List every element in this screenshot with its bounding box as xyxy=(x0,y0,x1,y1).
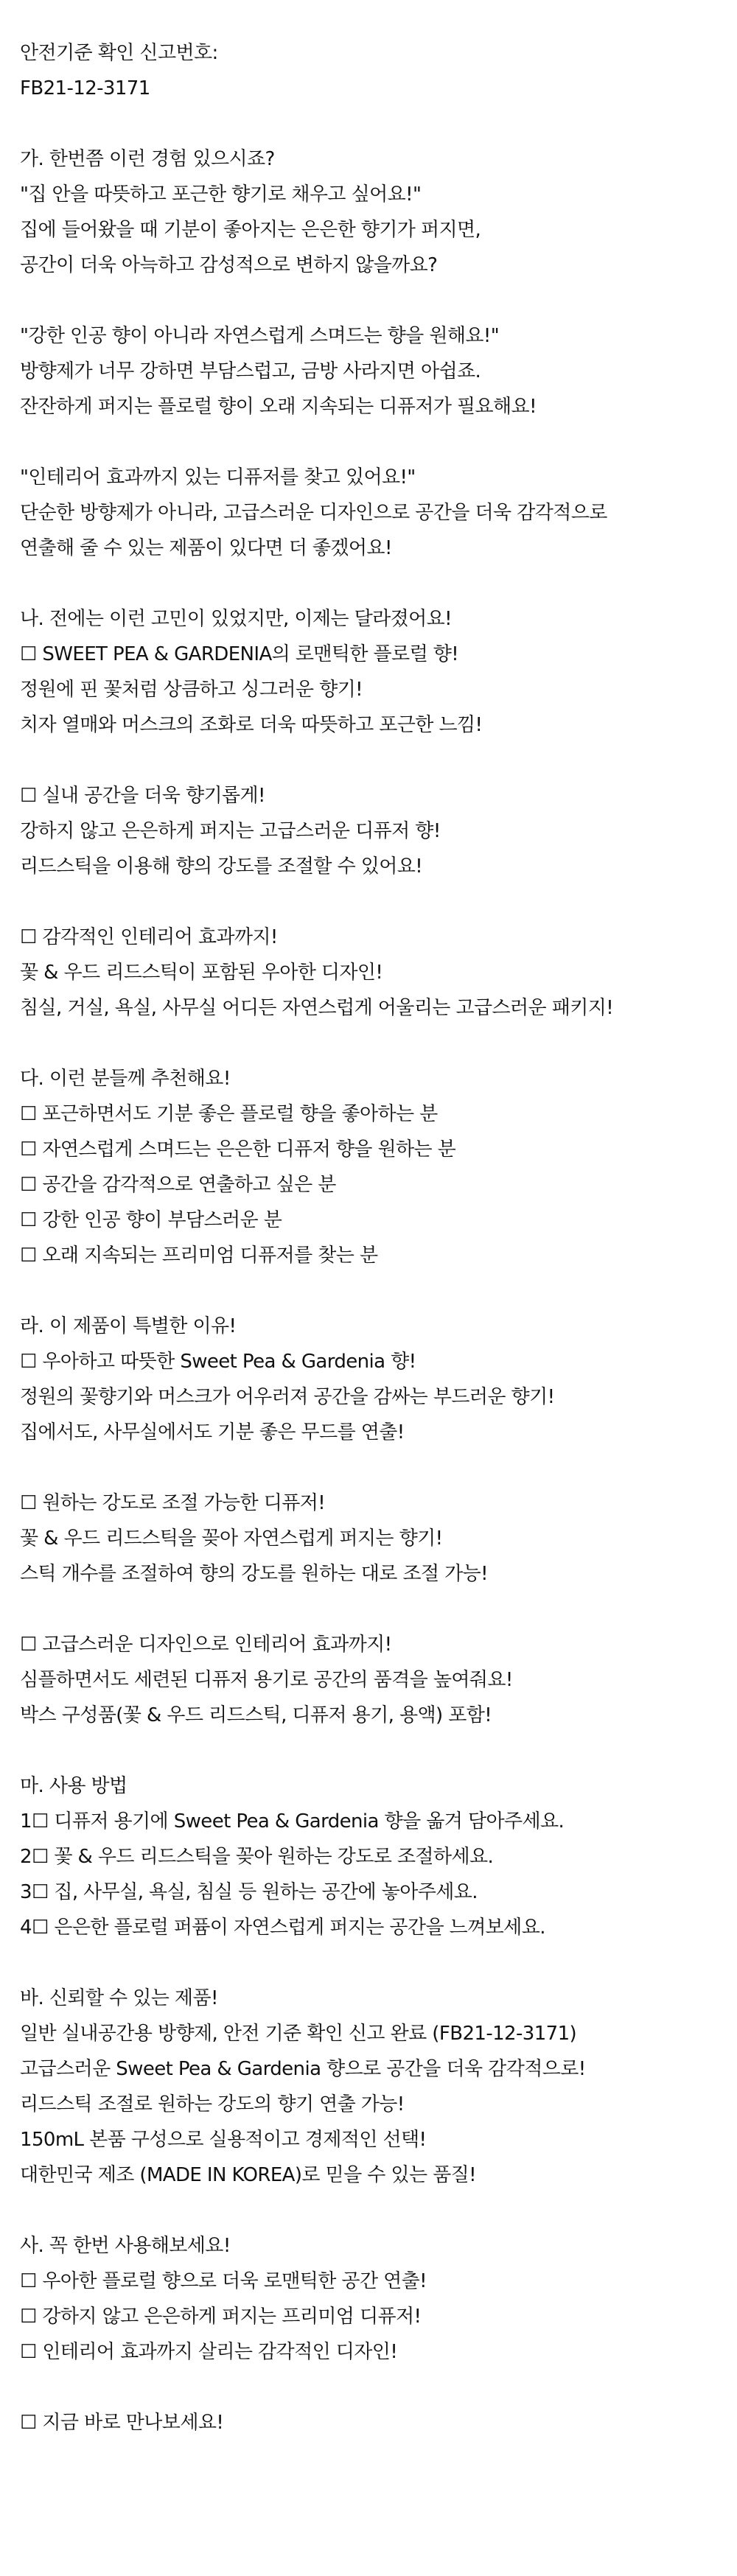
spacer xyxy=(20,1450,737,1485)
paragraph-line: 잔잔하게 퍼지는 플로럴 향이 오래 지속되는 디퓨저가 필요해요! xyxy=(20,396,537,418)
checkbox-item: ☐ 자연스럽게 스며드는 은은한 디퓨저 향을 원하는 분 xyxy=(20,1138,456,1161)
checkbox-item: ☐ 고급스러운 디자인으로 인테리어 효과까지! xyxy=(20,1634,392,1656)
spacer xyxy=(20,884,737,920)
checkbox-item: ☐ 우아하고 따뜻한 Sweet Pea & Gardenia 향! xyxy=(20,1351,416,1373)
spacer xyxy=(20,743,737,778)
paragraph-line: 꽃 & 우드 리드스틱이 포함된 우아한 디자인! xyxy=(20,962,383,984)
checkbox-item: ☐ 강한 인공 향이 부담스러운 분 xyxy=(20,1209,282,1231)
section-sa-title: 사. 꼭 한번 사용해보세요! xyxy=(20,2235,231,2257)
checkbox-item: ☐ 포근하면서도 기분 좋은 플로럴 향을 좋아하는 분 xyxy=(20,1103,438,1125)
section-ga-quote-1: "집 안을 따뜻하고 포근한 향기로 채우고 싶어요!" xyxy=(20,183,422,206)
trust-item: 고급스러운 Sweet Pea & Gardenia 향으로 공간을 더욱 감각적으로! xyxy=(20,2058,586,2080)
spacer xyxy=(20,1273,737,1309)
paragraph-line: 박스 구성품(꽃 & 우드 리드스틱, 디퓨저 용기, 용액) 포함! xyxy=(20,1704,492,1726)
trust-item: 일반 실내공간용 방향제, 안전 기준 확인 신고 완료 (FB21-12-3171) xyxy=(20,2023,577,2045)
checkbox-item: ☐ 오래 지속되는 프리미엄 디퓨저를 찾는 분 xyxy=(20,1245,378,1267)
section-da-title: 다. 이런 분들께 추천해요! xyxy=(20,1068,231,1090)
section-na-title: 나. 전에는 이런 고민이 있었지만, 이제는 달라졌어요! xyxy=(20,608,452,630)
checkbox-item: ☐ 원하는 강도로 조절 가능한 디퓨저! xyxy=(20,1492,326,1514)
spacer xyxy=(20,283,737,318)
spacer xyxy=(20,106,737,141)
checkbox-item: ☐ 감각적인 인테리어 효과까지! xyxy=(20,926,278,948)
usage-step: 2☐ 꽃 & 우드 리드스틱을 꽂아 원하는 강도로 조절하세요. xyxy=(20,1846,494,1868)
paragraph-line: 치자 열매와 머스크의 조화로 더욱 따뜻하고 포근한 느낌! xyxy=(20,714,483,736)
paragraph-line: 정원의 꽃향기와 머스크가 어우러져 공간을 감싸는 부드러운 향기! xyxy=(20,1386,555,1408)
paragraph-line: 집에서도, 사무실에서도 기분 좋은 무드를 연출! xyxy=(20,1421,405,1443)
paragraph-line: 방향제가 너무 강하면 부담스럽고, 금방 사라지면 아쉽죠. xyxy=(20,360,481,382)
trust-item: 대한민국 제조 (MADE IN KOREA)로 믿을 수 있는 품질! xyxy=(20,2164,477,2186)
trust-item: 리드스틱 조절로 원하는 강도의 향기 연출 가능! xyxy=(20,2093,405,2115)
checkbox-item: ☐ 강하지 않고 은은하게 퍼지는 프리미엄 디퓨저! xyxy=(20,2306,422,2328)
checkbox-item: ☐ 실내 공간을 더욱 향기롭게! xyxy=(20,785,265,807)
section-ga-title: 가. 한번쯤 이런 경험 있으시죠? xyxy=(20,148,275,170)
checkbox-item: ☐ 인테리어 효과까지 살리는 감각적인 디자인! xyxy=(20,2341,398,2363)
paragraph-line: 스틱 개수를 조절하여 향의 강도를 원하는 대로 조절 가능! xyxy=(20,1563,489,1585)
cert-number: FB21-12-3171 xyxy=(20,77,150,99)
spacer xyxy=(20,2193,737,2228)
spacer xyxy=(20,1945,737,1981)
paragraph-line: 침실, 거실, 욕실, 사무실 어디든 자연스럽게 어울리는 고급스러운 패키지! xyxy=(20,997,614,1019)
paragraph-line: 단순한 방향제가 아니라, 고급스러운 디자인으로 공간을 더욱 감각적으로 xyxy=(20,502,607,524)
cert-label: 안전기준 확인 신고번호: xyxy=(20,42,218,64)
usage-step: 4☐ 은은한 플로럴 퍼퓸이 자연스럽게 퍼지는 공간을 느껴보세요. xyxy=(20,1917,545,1939)
paragraph-line: 공간이 더욱 아늑하고 감성적으로 변하지 않을까요? xyxy=(20,254,438,276)
spacer xyxy=(20,1026,737,1061)
spacer xyxy=(20,566,737,601)
spacer xyxy=(20,424,737,460)
section-ba-title: 바. 신뢰할 수 있는 제품! xyxy=(20,1987,218,2009)
trust-item: 150mL 본품 구성으로 실용적이고 경제적인 선택! xyxy=(20,2129,427,2151)
spacer xyxy=(20,1592,737,1627)
spacer xyxy=(20,1733,737,1768)
call-to-action: ☐ 지금 바로 만나보세요! xyxy=(20,2412,224,2434)
paragraph-line: 연출해 줄 수 있는 제품이 있다면 더 좋겠어요! xyxy=(20,537,392,559)
usage-step: 1☐ 디퓨저 용기에 Sweet Pea & Gardenia 향을 옮겨 담아주세요. xyxy=(20,1810,565,1833)
usage-step: 3☐ 집, 사무실, 욕실, 침실 등 원하는 공간에 놓아주세요. xyxy=(20,1881,478,1903)
section-ga-quote-3: "인테리어 효과까지 있는 디퓨저를 찾고 있어요!" xyxy=(20,466,416,489)
spacer xyxy=(20,2370,737,2405)
paragraph-line: 강하지 않고 은은하게 퍼지는 고급스러운 디퓨저 향! xyxy=(20,820,441,842)
paragraph-line: 집에 들어왔을 때 기분이 좋아지는 은은한 향기가 퍼지면, xyxy=(20,219,481,241)
checkbox-item: ☐ SWEET PEA & GARDENIA의 로맨틱한 플로럴 향! xyxy=(20,643,459,665)
paragraph-line: 정원에 핀 꽃처럼 상큼하고 싱그러운 향기! xyxy=(20,679,363,701)
section-ra-title: 라. 이 제품이 특별한 이유! xyxy=(20,1315,237,1337)
checkbox-item: ☐ 공간을 감각적으로 연출하고 싶은 분 xyxy=(20,1174,336,1196)
paragraph-line: 리드스틱을 이용해 향의 강도를 조절할 수 있어요! xyxy=(20,855,423,878)
paragraph-line: 심플하면서도 세련된 디퓨저 용기로 공간의 품격을 높여줘요! xyxy=(20,1669,513,1691)
section-ga-quote-2: "강한 인공 향이 아니라 자연스럽게 스며드는 향을 원해요!" xyxy=(20,325,500,347)
paragraph-line: 꽃 & 우드 리드스틱을 꽂아 자연스럽게 퍼지는 향기! xyxy=(20,1527,443,1550)
checkbox-item: ☐ 우아한 플로럴 향으로 더욱 로맨틱한 공간 연출! xyxy=(20,2270,427,2292)
section-ma-title: 마. 사용 방법 xyxy=(20,1775,128,1797)
